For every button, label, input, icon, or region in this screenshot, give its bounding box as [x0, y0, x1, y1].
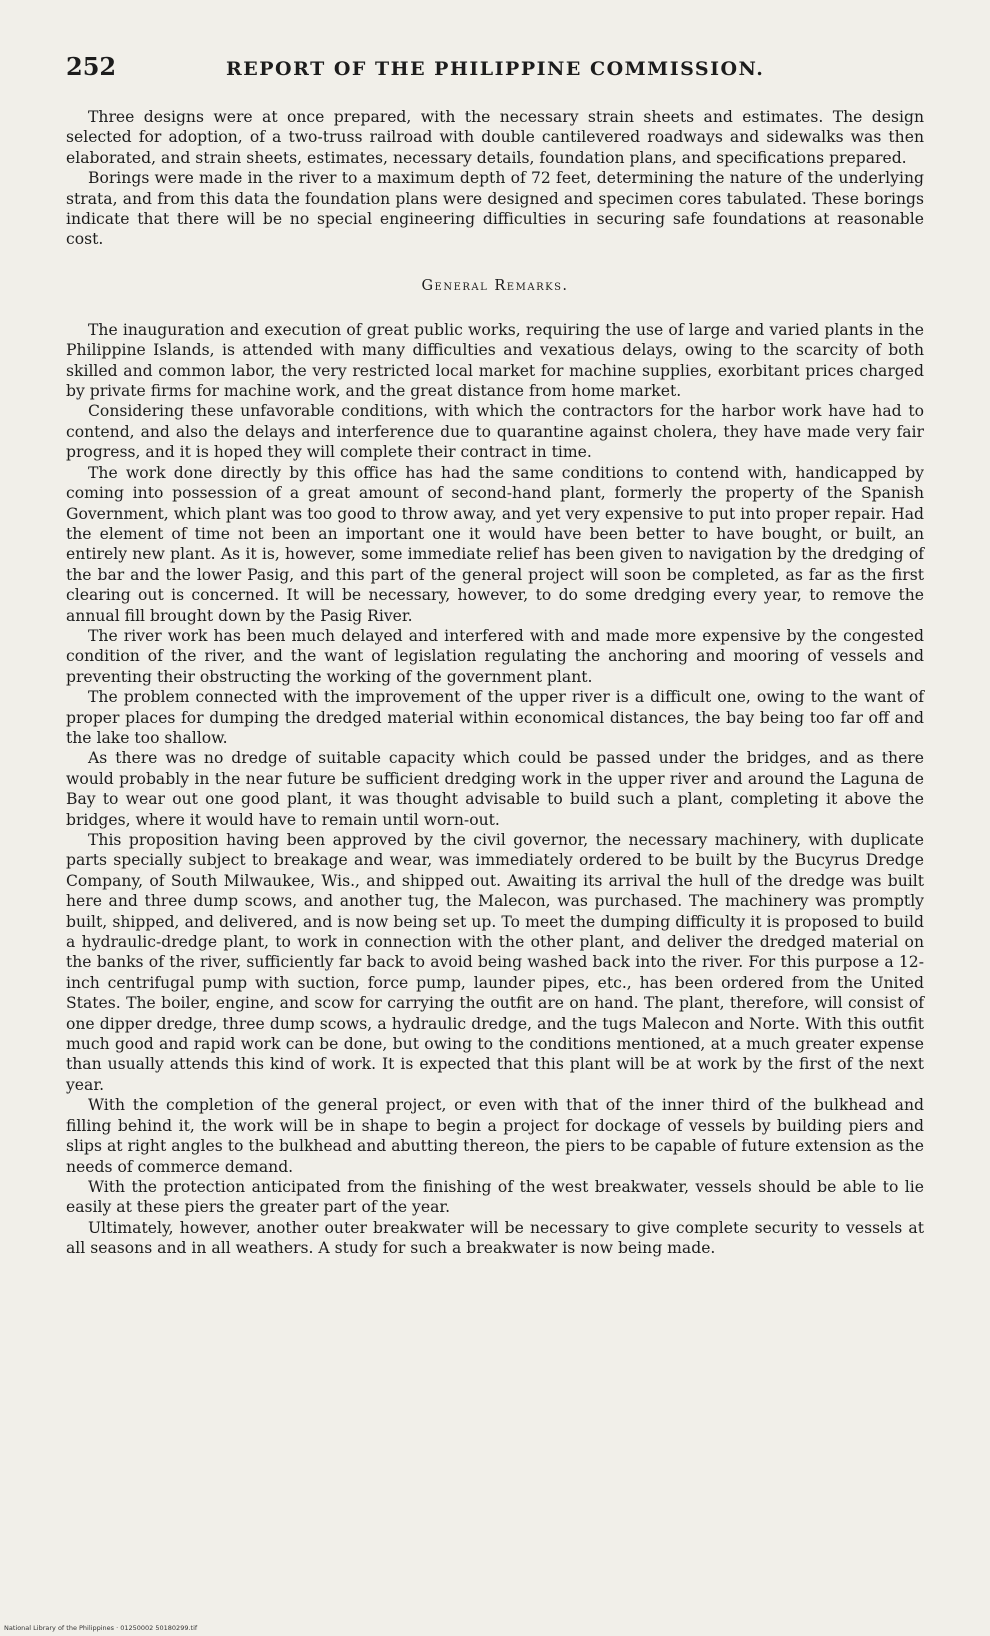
paragraph: This proposition having been approved by the civil governor, the necessary machinery, with duplicate parts specially subject to breakage and wear, was immediately ordered to be built by the Bucyrus Dredge Company, of South Milwaukee, Wis., and shipped out. Awaiting its arrival the hull of the dredge was built here and three dump scows, and another tug, the Malecon, was purchased. The machinery was promptly built, shipped, and delivered, and is now being set up. To meet the dumping difficulty it is proposed to build a hydraulic-dredge plant, to work in connection with the other plant, and deliver the dredged material on the banks of the river, sufficiently far back to avoid being washed back into the river. For this purpose a 12-inch centrifugal pump with suction, force pump, launder pipes, etc., has been ordered from the United States. The boiler, engine, and scow for carrying the outfit are on hand. The plant, therefore, will consist of one dipper dredge, three dump scows, a hydraulic dredge, and the tugs Malecon and Norte. With this outfit much good and rapid work can be done, but owing to the conditions mentioned, at a much greater expense than usually attends this kind of work. It is expected that this plant will be at work by the first of the next year.: [66, 831, 924, 1094]
paragraph: Considering these unfavorable conditions, with which the contractors for the harbor work have had to contend, and also the delays and interference due to quarantine against cholera, they have made very fair progress, and it is hoped they will complete their contract in time.: [66, 402, 924, 462]
paragraph: The river work has been much delayed and interfered with and made more expensive by the congested condition of the river, and the want of legislation regulating the anchoring and mooring of vessels and preventing their obstructing the working of the government plant.: [66, 626, 924, 686]
paragraph: As there was no dredge of suitable capacity which could be passed under the bridges, and as there would probably in the near future be sufficient dredging work in the upper river and around the Laguna de Bay to wear out one good plant, it was thought advisable to build such a plant, completing it above the bridges, where it would have to remain until worn-out.: [66, 749, 924, 829]
body-text-main: [66, 320, 924, 1259]
paragraph: The inauguration and execution of great public works, requiring the use of large and varied plants in the Philippine Islands, is attended with many difficulties and vexatious delays, owing to the scarcity of both skilled and common labor, the very restricted local market for machine supplies, exorbitant prices charged by private firms for machine work, and the great distance from home market.: [66, 320, 924, 401]
archive-stamp: National Library of the Philippines · 01250002 50180299.tif: [4, 1624, 198, 1632]
section-heading: General Remarks.: [421, 277, 569, 294]
page-number: 252: [66, 52, 117, 81]
paragraph: Borings were made in the river to a maximum depth of 72 feet, determining the nature of the underlying strata, and from this data the foundation plans were designed and specimen cores tabulated. These borings indicate that there will be no special engineering difficulties in securing safe foundations at reasonable cost.: [66, 169, 924, 249]
paragraph: The problem connected with the improvement of the upper river is a difficult one, owing to the want of proper places for dumping the dredged material within economical distances, the bay being too far off and the lake too shallow.: [66, 688, 924, 747]
body-text-top: [66, 107, 924, 250]
running-title: REPORT OF THE PHILIPPINE COMMISSION.: [226, 58, 765, 80]
page-header: [66, 52, 924, 81]
paragraph: Ultimately, however, another outer breakwater will be necessary to give complete security to vessels at all seasons and in all weathers. A study for such a breakwater is now being made.: [66, 1218, 924, 1258]
paragraph: Three designs were at once prepared, with the necessary strain sheets and estimates. The design selected for adoption, of a two-truss railroad with double cantilevered roadways and sidewalks was then elaborated, and strain sheets, estimates, necessary details, foundation plans, and specifications prepared.: [66, 108, 924, 167]
paragraph: With the completion of the general project, or even with that of the inner third of the bulkhead and filling behind it, the work will be in shape to begin a project for dockage of vessels by building piers and slips at right angles to the bulkhead and abutting thereon, the piers to be capable of future extension as the needs of commerce demand.: [66, 1096, 924, 1176]
paragraph: With the protection anticipated from the finishing of the west breakwater, vessels should be able to lie easily at these piers the greater part of the year.: [66, 1177, 924, 1217]
paragraph: The work done directly by this office has had the same conditions to contend with, handicapped by coming into possession of a great amount of second-hand plant, formerly the property of the Spanish Government, which plant was too good to throw away, and yet very expensive to put into proper repair. Had the element of time not been an important one it would have been better to have bought, or built, an entirely new plant. As it is, however, some immediate relief has been given to navigation by the dredging of the bar and the lower Pasig, and this part of the general project will soon be completed, as far as the first clearing out is concerned. It will be necessary, however, to do some dredging every year, to remove the annual fill brought down by the Pasig River.: [66, 463, 924, 625]
